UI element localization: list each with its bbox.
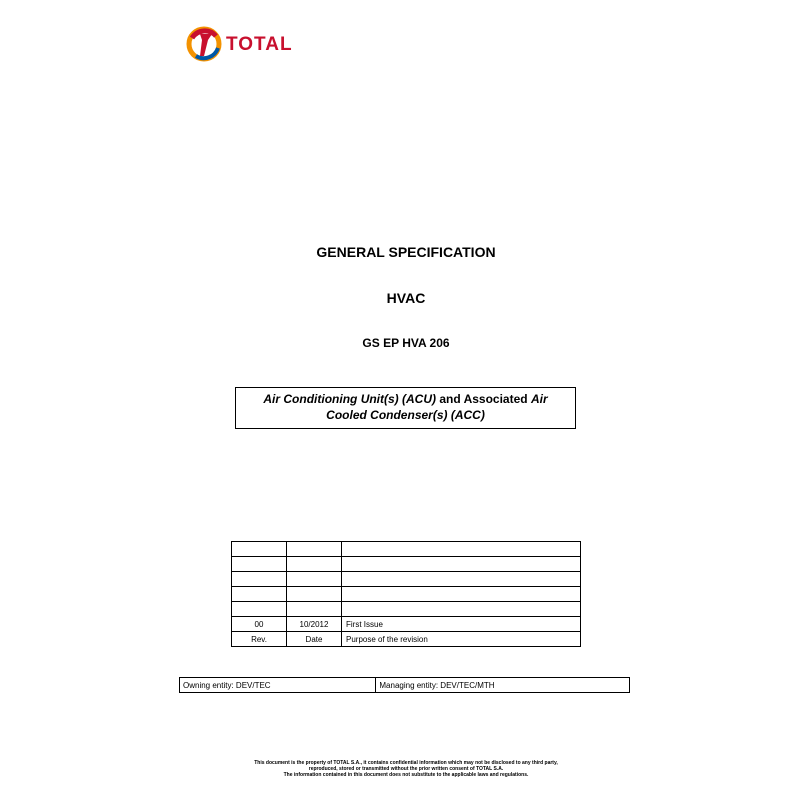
company-logo <box>186 26 306 66</box>
document-reference: GS EP HVA 206 <box>362 336 450 350</box>
purpose-cell <box>342 602 581 617</box>
rev-cell <box>232 602 287 617</box>
document-type: GENERAL SPECIFICATION <box>316 244 496 260</box>
table-row <box>232 602 581 617</box>
purpose-cell: First Issue <box>342 617 581 632</box>
date-cell <box>287 572 342 587</box>
purpose-cell <box>342 572 581 587</box>
rev-cell: 00 <box>232 617 287 632</box>
rev-cell <box>232 587 287 602</box>
rev-cell <box>232 542 287 557</box>
table-row <box>232 617 581 632</box>
date-cell <box>287 587 342 602</box>
purpose-cell <box>342 557 581 572</box>
logo-text: TOTAL <box>226 34 293 55</box>
confidentiality-footer <box>0 760 800 778</box>
table-row <box>232 587 581 602</box>
purpose-header: Purpose of the revision <box>342 632 581 647</box>
document-title-box <box>235 387 576 429</box>
table-row <box>232 542 581 557</box>
date-cell: 10/2012 <box>287 617 342 632</box>
table-header-row <box>232 632 581 647</box>
footer-line-1: This document is the property of TOTAL S.A., it contains confidential information which may not be disclosed to any third party, <box>254 760 558 766</box>
title-part-1: Air Conditioning Unit(s) (ACU) <box>263 392 437 406</box>
footer-line-2: reproduced, stored or transmitted without the prior written consent of TOTAL S.A. <box>308 766 504 772</box>
title-part-3: Air <box>530 392 548 406</box>
footer-line-3: The information contained in this document does not substitute to the applicable laws and regulations. <box>283 772 529 778</box>
title-part-4: Cooled Condenser(s) (ACC) <box>326 408 485 422</box>
document-subject: HVAC <box>386 290 426 306</box>
date-header: Date <box>287 632 342 647</box>
revision-table <box>231 541 581 647</box>
purpose-cell <box>342 587 581 602</box>
rev-header: Rev. <box>232 632 287 647</box>
rev-cell <box>232 557 287 572</box>
purpose-cell <box>342 542 581 557</box>
entity-table <box>179 677 630 693</box>
date-cell <box>287 557 342 572</box>
total-logo-icon <box>186 26 222 62</box>
date-cell <box>287 542 342 557</box>
table-row <box>232 557 581 572</box>
rev-cell <box>232 572 287 587</box>
date-cell <box>287 602 342 617</box>
table-row <box>180 678 630 693</box>
owning-entity: Owning entity: DEV/TEC <box>180 678 376 693</box>
title-part-2: and Associated <box>436 392 531 406</box>
table-row <box>232 572 581 587</box>
managing-entity: Managing entity: DEV/TEC/MTH <box>376 678 630 693</box>
